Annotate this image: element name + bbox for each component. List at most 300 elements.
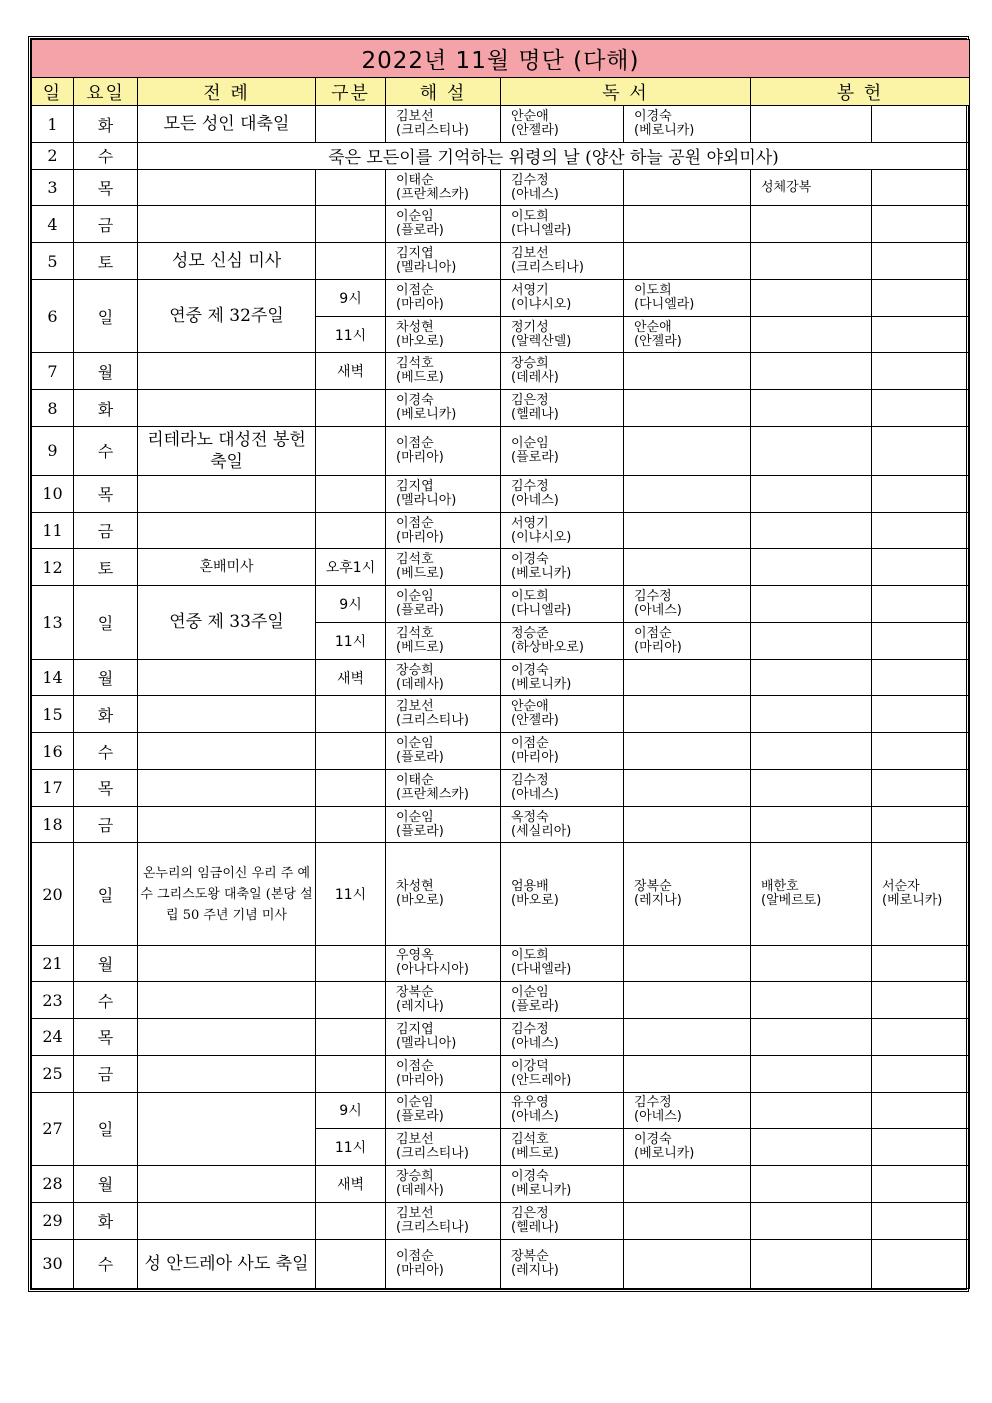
commentator-cell (386, 512, 501, 549)
weekday-cell: 일 (74, 1092, 138, 1166)
day-cell: 9 (32, 426, 74, 475)
commentator-cell (386, 982, 501, 1019)
reader-1-cell-baptismal-name: (세실리아) (511, 823, 572, 839)
weekday-cell: 목 (74, 475, 138, 512)
reader-1-cell-baptismal-name: (이냐시오) (511, 529, 572, 545)
reader-1-cell-name: 정승준 (511, 625, 549, 641)
table-row (32, 982, 970, 1019)
reader-1-cell-name: 이경숙 (511, 1168, 549, 1184)
reader-1-cell (501, 1129, 624, 1166)
reader-2-cell (624, 1202, 751, 1239)
liturgy-cell (138, 353, 316, 390)
offering-1-cell (751, 843, 872, 945)
commentator-cell-baptismal-name: (프란체스카) (396, 186, 469, 202)
commentator-cell-baptismal-name: (베드로) (396, 370, 444, 386)
table-row (32, 353, 970, 390)
commentator-cell-name: 이순임 (396, 589, 434, 605)
offering-1-cell (751, 1239, 872, 1288)
reader-1-cell-name: 장복순 (511, 1248, 549, 1264)
weekday-cell: 수 (74, 982, 138, 1019)
liturgy-cell (138, 982, 316, 1019)
reader-1-cell (501, 982, 624, 1019)
day-cell: 25 (32, 1055, 74, 1092)
commentator-cell (386, 806, 501, 843)
reader-2-cell (624, 549, 751, 586)
table-row (32, 696, 970, 733)
commentator-cell-name: 김보선 (396, 1132, 434, 1148)
reader-1-cell (501, 806, 624, 843)
commentator-cell-baptismal-name: (플로라) (396, 1109, 444, 1125)
reader-2-cell (624, 206, 751, 243)
reader-1-cell-name: 엄용배 (511, 879, 549, 894)
table-row (32, 769, 970, 806)
reader-2-cell (624, 169, 751, 206)
reader-1-cell (501, 945, 624, 982)
reader-2-cell (624, 1129, 751, 1166)
commentator-cell-baptismal-name: (크리스티나) (396, 713, 469, 729)
reader-2-cell (624, 426, 751, 475)
commentator-cell-baptismal-name: (크리스티나) (396, 1146, 469, 1162)
mass-time-cell: 오후1시 (316, 549, 386, 586)
liturgy-cell: 혼배미사 (138, 549, 316, 586)
reader-1-cell-baptismal-name: (아네스) (511, 1109, 559, 1125)
offering-1-cell (751, 390, 872, 427)
mass-time-cell: 11시 (316, 316, 386, 353)
reader-1-cell-baptismal-name: (아네스) (511, 186, 559, 202)
reader-1-cell (501, 1239, 624, 1288)
weekday-cell: 월 (74, 353, 138, 390)
reader-2-cell (624, 806, 751, 843)
commentator-cell-baptismal-name: (베드로) (396, 566, 444, 582)
reader-2-cell (624, 769, 751, 806)
offering-1-cell-baptismal-name: (알베르토) (761, 893, 822, 908)
offering-2-cell (872, 426, 970, 475)
reader-1-cell (501, 475, 624, 512)
reader-2-cell (624, 1166, 751, 1203)
day-cell: 13 (32, 586, 74, 660)
offering-1-cell (751, 106, 872, 143)
day-cell: 28 (32, 1166, 74, 1203)
commentator-cell-name: 이태순 (396, 172, 434, 188)
roster-table (31, 39, 970, 1289)
header-offering: 봉 헌 (751, 77, 970, 106)
reader-1-cell-name: 장승희 (511, 356, 549, 372)
day-cell: 29 (32, 1202, 74, 1239)
liturgy-cell: 연중 제 33주일 (138, 586, 316, 660)
offering-2-cell (872, 1129, 970, 1166)
reader-1-cell-name: 김수정 (511, 772, 549, 788)
reader-1-cell-name: 이경숙 (511, 662, 549, 678)
commentator-cell-baptismal-name: (크리스티나) (396, 123, 469, 139)
weekday-cell: 화 (74, 106, 138, 143)
table-row (32, 279, 970, 316)
commentator-cell (386, 279, 501, 316)
liturgy-cell (138, 1019, 316, 1056)
day-cell: 21 (32, 945, 74, 982)
offering-2-cell (872, 353, 970, 390)
commentator-cell-baptismal-name: (멜라니아) (396, 260, 457, 276)
reader-1-cell (501, 843, 624, 945)
day-cell: 8 (32, 390, 74, 427)
offering-2-cell (872, 769, 970, 806)
offering-1-cell (751, 426, 872, 475)
commentator-cell-baptismal-name: (플로라) (396, 823, 444, 839)
reader-1-cell-baptismal-name: (안젤라) (511, 713, 559, 729)
commentator-cell-name: 이순임 (396, 1095, 434, 1111)
offering-1-cell (751, 945, 872, 982)
commentator-cell-name: 이경숙 (396, 393, 434, 409)
reader-2-cell (624, 390, 751, 427)
commentator-cell-baptismal-name: (바오로) (396, 333, 444, 349)
mass-time-cell (316, 512, 386, 549)
offering-2-cell (872, 622, 970, 659)
reader-1-cell-baptismal-name: (플로라) (511, 999, 559, 1015)
commentator-cell-name: 이점순 (396, 515, 434, 531)
commentator-cell-baptismal-name: (베로니카) (396, 407, 457, 423)
liturgy-cell: 연중 제 32주일 (138, 279, 316, 353)
commentator-cell-baptismal-name: (플로라) (396, 750, 444, 766)
table-row (32, 549, 970, 586)
reader-1-cell-baptismal-name: (안드레아) (511, 1072, 572, 1088)
day-cell: 10 (32, 475, 74, 512)
reader-2-cell (624, 586, 751, 623)
reader-1-cell-name: 김보선 (511, 246, 549, 262)
reader-1-cell-name: 서영기 (511, 515, 549, 531)
offering-2-cell-baptismal-name: (베로니카) (882, 893, 943, 908)
commentator-cell-name: 이순임 (396, 809, 434, 825)
weekday-cell: 목 (74, 769, 138, 806)
day-cell: 7 (32, 353, 74, 390)
weekday-cell: 월 (74, 659, 138, 696)
offering-2-cell (872, 733, 970, 770)
commentator-cell (386, 1019, 501, 1056)
commentator-cell (386, 549, 501, 586)
table-row (32, 1202, 970, 1239)
mass-time-cell: 새벽 (316, 1166, 386, 1203)
mass-time-cell (316, 806, 386, 843)
weekday-cell: 화 (74, 1202, 138, 1239)
liturgy-cell: 성 안드레아 사도 축일 (138, 1239, 316, 1288)
commentator-cell-baptismal-name: (플로라) (396, 223, 444, 239)
mass-time-cell: 9시 (316, 586, 386, 623)
reader-1-cell-baptismal-name: (안젤라) (511, 123, 559, 139)
table-row (32, 1239, 970, 1288)
reader-2-cell (624, 279, 751, 316)
offering-1-cell (751, 1055, 872, 1092)
reader-1-cell-baptismal-name: (헬레나) (511, 1219, 559, 1235)
offering-1-cell (751, 512, 872, 549)
reader-2-cell (624, 1092, 751, 1129)
offering-2-cell (872, 316, 970, 353)
day-cell: 1 (32, 106, 74, 143)
weekday-cell: 금 (74, 1055, 138, 1092)
commentator-cell-name: 이태순 (396, 772, 434, 788)
reader-2-cell-baptismal-name: (베로니카) (634, 1146, 695, 1162)
reader-1-cell-name: 이강덕 (511, 1058, 549, 1074)
offering-1-cell (751, 733, 872, 770)
offering-2-cell (872, 1055, 970, 1092)
reader-1-cell-baptismal-name: (헬레나) (511, 407, 559, 423)
offering-1-cell-name: 성체강복 (761, 179, 812, 195)
reader-2-cell (624, 696, 751, 733)
liturgy-cell (138, 512, 316, 549)
weekday-cell: 수 (74, 143, 138, 170)
table-row (32, 426, 970, 475)
offering-1-cell (751, 316, 872, 353)
offering-2-cell (872, 945, 970, 982)
commentator-cell-name: 김보선 (396, 699, 434, 715)
reader-1-cell (501, 390, 624, 427)
commentator-cell-name: 이점순 (396, 282, 434, 298)
reader-1-cell-name: 이점순 (511, 736, 549, 752)
reader-1-cell-name: 김은정 (511, 393, 549, 409)
commentator-cell (386, 586, 501, 623)
commentator-cell (386, 426, 501, 475)
liturgy-cell (138, 659, 316, 696)
offering-1-cell (751, 1166, 872, 1203)
reader-1-cell-baptismal-name: (다니엘라) (511, 223, 572, 239)
table-row (32, 1166, 970, 1203)
reader-1-cell (501, 549, 624, 586)
reader-1-cell-baptismal-name: (다내엘라) (511, 962, 572, 978)
commentator-cell-name: 김보선 (396, 109, 434, 125)
reader-2-cell (624, 843, 751, 945)
reader-1-cell-baptismal-name: (베드로) (511, 1146, 559, 1162)
commentator-cell-name: 차성현 (396, 879, 434, 894)
weekday-cell: 화 (74, 390, 138, 427)
weekday-cell: 일 (74, 279, 138, 353)
day-cell: 2 (32, 143, 74, 170)
offering-1-cell (751, 475, 872, 512)
weekday-cell: 일 (74, 843, 138, 945)
liturgy-cell: 성모 신심 미사 (138, 243, 316, 280)
commentator-cell-name: 김지엽 (396, 246, 434, 262)
offering-1-cell (751, 622, 872, 659)
offering-2-cell (872, 390, 970, 427)
commentator-cell-baptismal-name: (마리아) (396, 449, 444, 465)
reader-2-cell (624, 316, 751, 353)
offering-2-cell (872, 475, 970, 512)
reader-1-cell-name: 이순임 (511, 435, 549, 451)
commentator-cell (386, 945, 501, 982)
table-row (32, 659, 970, 696)
liturgy-cell (138, 390, 316, 427)
weekday-cell: 수 (74, 733, 138, 770)
offering-2-cell (872, 279, 970, 316)
reader-1-cell (501, 512, 624, 549)
offering-1-cell (751, 696, 872, 733)
offering-2-cell (872, 843, 970, 945)
mass-time-cell: 9시 (316, 1092, 386, 1129)
commentator-cell-baptismal-name: (마리아) (396, 1072, 444, 1088)
reader-1-cell-baptismal-name: (베로니카) (511, 676, 572, 692)
liturgy-cell (138, 1092, 316, 1166)
offering-1-cell (751, 1019, 872, 1056)
table-row (32, 390, 970, 427)
liturgy-cell: 리테라노 대성전 봉헌 축일 (138, 426, 316, 475)
reader-1-cell (501, 169, 624, 206)
mass-time-cell (316, 982, 386, 1019)
table-row (32, 733, 970, 770)
reader-2-cell (624, 353, 751, 390)
offering-1-cell (751, 279, 872, 316)
day-cell: 11 (32, 512, 74, 549)
commentator-cell (386, 316, 501, 353)
table-row (32, 1019, 970, 1056)
commentator-cell-name: 장복순 (396, 985, 434, 1001)
liturgy-cell (138, 206, 316, 243)
reader-1-cell-name: 안순애 (511, 699, 549, 715)
liturgy-cell (138, 806, 316, 843)
commentator-cell (386, 769, 501, 806)
reader-1-cell-baptismal-name: (베로니카) (511, 566, 572, 582)
commentator-cell-baptismal-name: (프란체스카) (396, 786, 469, 802)
liturgy-cell: 모든 성인 대축일 (138, 106, 316, 143)
day-cell: 23 (32, 982, 74, 1019)
commentator-cell-name: 장승희 (396, 1168, 434, 1184)
mass-time-cell (316, 243, 386, 280)
reader-1-cell-name: 김은정 (511, 1205, 549, 1221)
day-cell: 12 (32, 549, 74, 586)
mass-time-cell: 새벽 (316, 659, 386, 696)
commentator-cell (386, 1239, 501, 1288)
weekday-cell: 토 (74, 243, 138, 280)
reader-1-cell (501, 1166, 624, 1203)
liturgy-cell (138, 733, 316, 770)
reader-2-cell (624, 1239, 751, 1288)
table-row (32, 586, 970, 623)
weekday-cell: 수 (74, 426, 138, 475)
offering-2-cell (872, 659, 970, 696)
commentator-cell-name: 김보선 (396, 1205, 434, 1221)
commentator-cell (386, 659, 501, 696)
table-row (32, 945, 970, 982)
offering-2-cell (872, 206, 970, 243)
commentator-cell (386, 1092, 501, 1129)
memorial-note: 죽은 모든이를 기억하는 위령의 날 (양산 하늘 공원 야외미사) (138, 143, 970, 170)
mass-time-cell (316, 106, 386, 143)
commentator-cell-name: 김석호 (396, 552, 434, 568)
offering-2-cell (872, 982, 970, 1019)
offering-1-cell (751, 353, 872, 390)
commentator-cell (386, 696, 501, 733)
weekday-cell: 수 (74, 1239, 138, 1288)
header-day: 일 (32, 77, 74, 106)
reader-2-cell (624, 1055, 751, 1092)
offering-2-cell (872, 806, 970, 843)
reader-1-cell-name: 서영기 (511, 282, 549, 298)
reader-1-cell-baptismal-name: (베로니카) (511, 1182, 572, 1198)
table-row (32, 106, 970, 143)
reader-2-cell-name: 김수정 (634, 589, 672, 605)
weekday-cell: 목 (74, 1019, 138, 1056)
day-cell: 16 (32, 733, 74, 770)
commentator-cell (386, 1055, 501, 1092)
offering-2-cell (872, 1092, 970, 1129)
offering-1-cell (751, 169, 872, 206)
commentator-cell-baptismal-name: (베드로) (396, 639, 444, 655)
liturgy-cell (138, 696, 316, 733)
reader-1-cell (501, 1202, 624, 1239)
commentator-cell-baptismal-name: (크리스티나) (396, 1219, 469, 1235)
commentator-cell-baptismal-name: (마리아) (396, 1262, 444, 1278)
reader-1-cell-name: 김석호 (511, 1132, 549, 1148)
header-liturgy: 전 례 (138, 77, 316, 106)
mass-time-cell (316, 169, 386, 206)
reader-2-cell-name: 장복순 (634, 879, 672, 894)
reader-1-cell-name: 유우영 (511, 1095, 549, 1111)
mass-time-cell (316, 475, 386, 512)
day-cell: 4 (32, 206, 74, 243)
reader-2-cell (624, 733, 751, 770)
offering-2-cell (872, 1239, 970, 1288)
reader-1-cell (501, 769, 624, 806)
offering-1-cell (751, 982, 872, 1019)
commentator-cell (386, 169, 501, 206)
table-row (32, 169, 970, 206)
day-cell: 17 (32, 769, 74, 806)
reader-1-cell (501, 1055, 624, 1092)
reader-1-cell (501, 206, 624, 243)
commentator-cell-name: 이점순 (396, 435, 434, 451)
reader-1-cell-name: 이도희 (511, 589, 549, 605)
day-cell: 18 (32, 806, 74, 843)
reader-1-cell (501, 586, 624, 623)
reader-2-cell-baptismal-name: (마리아) (634, 639, 682, 655)
weekday-cell: 일 (74, 586, 138, 660)
commentator-cell-baptismal-name: (아나다시아) (396, 962, 469, 978)
reader-1-cell-name: 이도희 (511, 209, 549, 225)
commentator-cell (386, 390, 501, 427)
offering-1-cell (751, 769, 872, 806)
offering-1-cell (751, 1092, 872, 1129)
table-row (32, 512, 970, 549)
reader-1-cell (501, 733, 624, 770)
reader-2-cell-baptismal-name: (베로니카) (634, 123, 695, 139)
reader-2-cell-baptismal-name: (아네스) (634, 603, 682, 619)
reader-1-cell (501, 279, 624, 316)
reader-2-cell-name: 이점순 (634, 625, 672, 641)
reader-1-cell-baptismal-name: (플로라) (511, 449, 559, 465)
weekday-cell: 월 (74, 1166, 138, 1203)
mass-time-cell (316, 1239, 386, 1288)
day-cell: 5 (32, 243, 74, 280)
commentator-cell (386, 1202, 501, 1239)
reader-2-cell (624, 1019, 751, 1056)
reader-1-cell-baptismal-name: (아네스) (511, 492, 559, 508)
mass-time-cell: 11시 (316, 622, 386, 659)
mass-time-cell (316, 206, 386, 243)
reader-1-cell-baptismal-name: (다니엘라) (511, 603, 572, 619)
weekday-cell: 목 (74, 169, 138, 206)
mass-time-cell (316, 1202, 386, 1239)
table-row (32, 843, 970, 945)
commentator-cell-name: 김석호 (396, 625, 434, 641)
weekday-cell: 금 (74, 206, 138, 243)
header-time: 구분 (316, 77, 386, 106)
reader-1-cell (501, 696, 624, 733)
reader-2-cell (624, 512, 751, 549)
commentator-cell-baptismal-name: (멜라니아) (396, 1035, 457, 1051)
offering-1-cell (751, 806, 872, 843)
reader-1-cell-baptismal-name: (크리스티나) (511, 260, 584, 276)
reader-2-cell-name: 이도희 (634, 282, 672, 298)
reader-1-cell-baptismal-name: (마리아) (511, 750, 559, 766)
reader-2-cell-name: 이경숙 (634, 109, 672, 125)
table-row (32, 475, 970, 512)
reader-2-cell (624, 622, 751, 659)
reader-1-cell-baptismal-name: (아네스) (511, 786, 559, 802)
